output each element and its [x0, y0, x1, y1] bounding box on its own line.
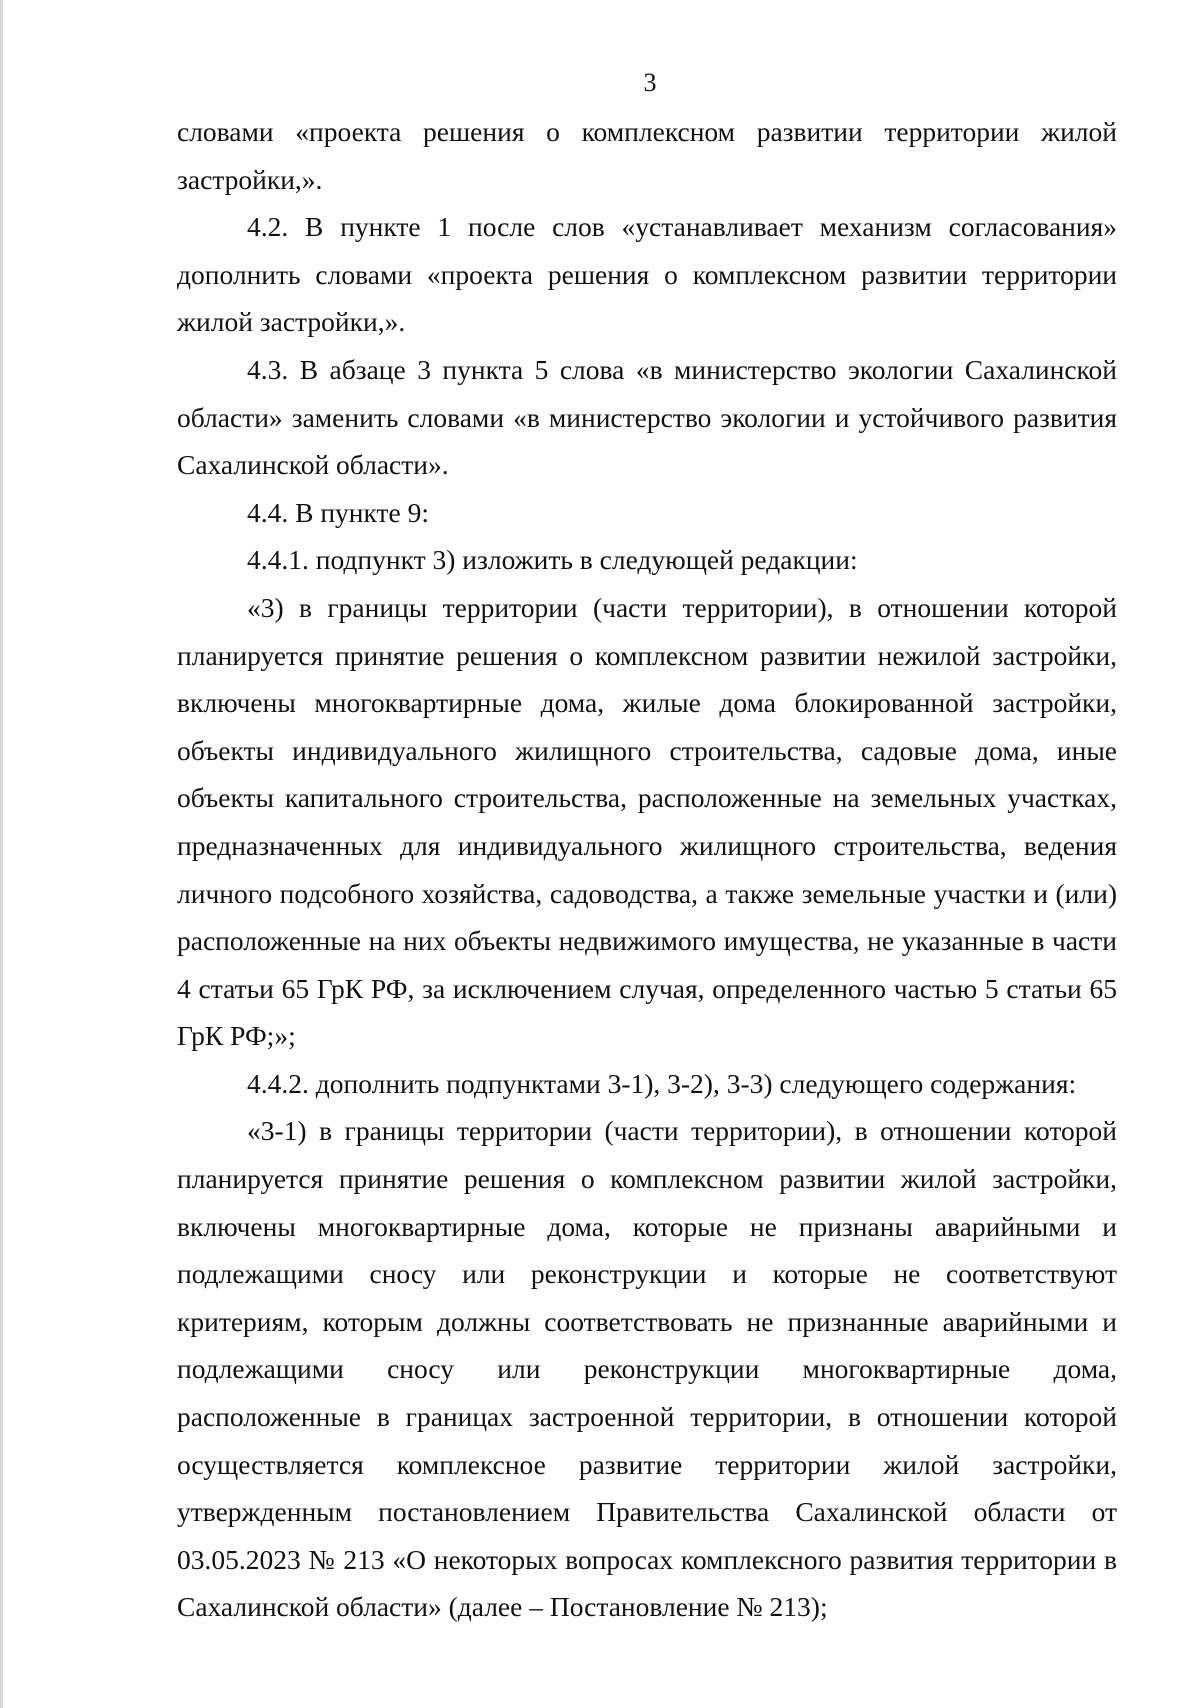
paragraph-continuation: словами «проекта решения о комплексном развитии территории жилой застройки,».: [177, 116, 1117, 195]
scan-edge: [0, 0, 3, 1708]
paragraph-subitem-3: «3) в границы территории (части территории), в отношении которой планируется принятие решения о комплексном развитии нежилой застройки, включены многоквартирные дома, жилые дома блокированной застройки, объекты индивидуального жилищного строительства, садовые дома, иные объекты капитального строительства, расположенные на земельных участках, предназначенных для индивидуального жилищного строительства, ведения личного подсобного хозяйства, садоводства, а также земельные участки и (или) расположенные на них объекты недвижимого имущества, не указанные в части 4 статьи 65 ГрК РФ, за исключением случая, определенного частью 5 статьи 65 ГрК РФ;»;: [177, 591, 1117, 1052]
paragraph-4-3: 4.3. В абзаце 3 пункта 5 слова «в министерство экологии Сахалинской области» заменить словами «в министерство экологии и устойчивого развития Сахалинской области».: [177, 353, 1117, 481]
paragraph-4-4-2: 4.4.2. дополнить подпунктами 3-1), 3-2), 3-3) следующего содержания:: [247, 1067, 1077, 1099]
paragraph-subitem-3-1: «3-1) в границы территории (части территории), в отношении которой планируется принятие решения о комплексном развитии жилой застройки, включены многоквартирные дома, которые не признаны аварийными и подлежащими сносу или реконструкции и которые не соответствуют критериям, которым должны соответствовать не признанные аварийными и подлежащими сносу или реконструкции многоквартирные дома, расположенные в границах застроенной территории, в отношении которой осуществляется комплексное развитие территории жилой застройки, утвержденным постановлением Правительства Сахалинской области от 03.05.2023 № 213 «О некоторых вопросах комплексного развития территории в Сахалинской области» (далее – Постановление № 213);: [177, 1115, 1117, 1623]
paragraph-4-4: 4.4. В пункте 9:: [247, 496, 430, 528]
document-body: [177, 108, 1117, 1631]
page-number: 3: [643, 68, 657, 97]
paragraph-4-2: 4.2. В пункте 1 после слов «устанавливает механизм согласования» дополнить словами «проекта решения о комплексном развитии территории жилой застройки,».: [177, 211, 1117, 338]
paragraph-4-4-1: 4.4.1. подпункт 3) изложить в следующей редакции:: [247, 544, 858, 576]
